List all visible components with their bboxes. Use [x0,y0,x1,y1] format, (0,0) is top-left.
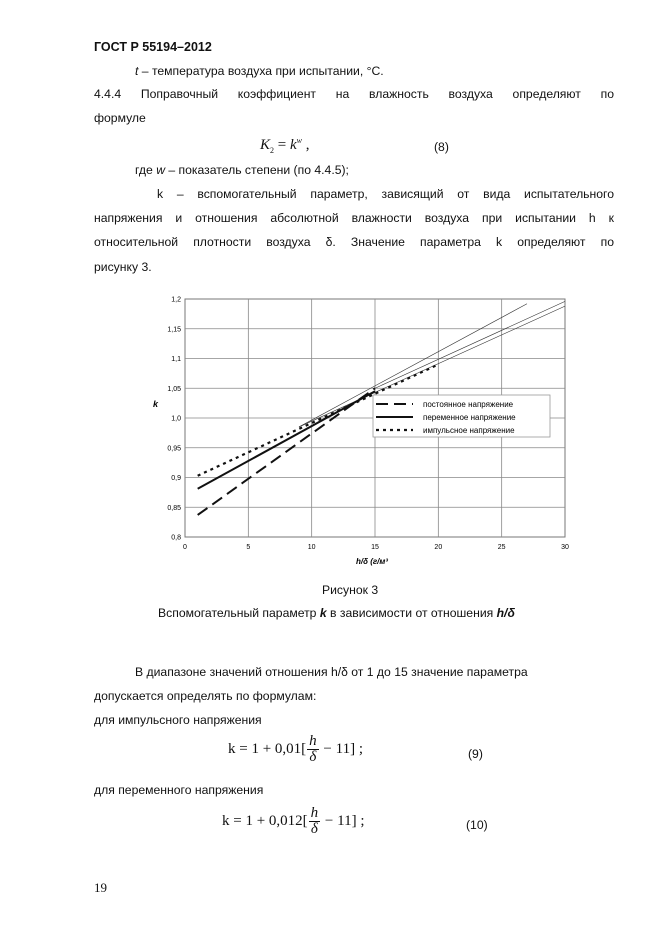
k-line1: k – вспомогательный параметр, зависящий от вида испытательного [157,187,614,201]
figure-caption-mid: в зависимости от отношения [326,606,497,620]
legend-label: переменное напряжение [423,413,516,422]
formula-10-rest: − 11] ; [321,812,365,829]
x-tick-label: 20 [434,544,443,551]
formula-10 [222,806,365,837]
figure-title: Рисунок 3 [322,583,379,597]
chart-xlabel: h/δ (г/м³ [356,557,388,566]
formula-9-number: (9) [468,747,483,761]
formula-8-number: (8) [434,140,449,154]
t-variable: t [135,64,139,78]
formula-9-num: h [309,733,317,749]
t-description: – температура воздуха при испытании, °С. [138,64,384,78]
y-tick-label: 1,1 [171,356,181,363]
formula-9-rest: − 11] ; [319,740,363,757]
k-line4: рисунку 3. [94,260,152,274]
x-tick-label: 5 [246,544,251,551]
y-tick-label: 0,8 [171,534,181,542]
x-tick-label: 15 [371,544,379,551]
formula-8-lhs: K [260,137,271,153]
y-tick-label: 1,05 [167,385,181,393]
formula-10-number: (10) [466,818,488,832]
x-tick-label: 25 [497,544,506,551]
where-w-var: w [156,163,165,177]
y-tick-label: 1,2 [171,296,181,304]
standard-header: ГОСТ Р 55194–2012 [94,40,212,54]
chart-ylabel: k [153,399,159,409]
legend-label: импульсное напряжение [423,426,515,435]
formula-10-fraction [309,806,321,837]
formula-9 [228,734,363,765]
k-line2: напряжения и отношения абсолютной влажности воздуха при испытании h к [94,211,614,225]
y-tick-label: 1,15 [167,326,181,334]
formula-8-sub: 2 [270,146,275,155]
paragraph-444-line2: формуле [94,111,146,125]
formula-8-eq: = [274,137,290,153]
y-tick-label: 1,0 [171,415,181,423]
chart-legend [373,395,550,437]
y-tick-label: 0,95 [167,445,181,453]
figure-caption [158,605,515,621]
ac-label: для переменного напряжения [94,783,264,797]
formula-10-num: h [310,805,319,821]
where-w-post: – показатель степени (по 4.4.5); [165,163,349,177]
formula-8-base: k [289,137,297,153]
x-tick-label: 10 [307,544,316,551]
formula-9-den: δ [309,749,317,765]
y-tick-label: 0,85 [167,504,181,512]
formula-8-exp: w [296,136,302,145]
range-line1: В диапазоне значений отношения h/δ от 1 до 15 значение параметра [135,665,528,679]
impulse-label: для импульсного напряжения [94,713,262,727]
x-tick-label: 0 [183,544,187,551]
paragraph-444-line1: 4.4.4 Поправочный коэффициент на влажность воздуха определяют по [94,87,614,101]
formula-9-lhs: k = 1 + 0,01[ [228,740,307,757]
where-w-pre: где [135,163,157,177]
formula-10-den: δ [310,821,318,837]
formula-10-lhs: k = 1 + 0,012[ [222,812,308,829]
k-line3: относительной плотности воздуха δ. Значение параметра k определяют по [94,235,614,249]
legend-label: постоянное напряжение [423,400,514,409]
x-tick-label: 30 [561,544,569,551]
page-number: 19 [94,880,107,895]
y-tick-label: 0,9 [171,475,181,482]
formula-8-tail: , [302,137,310,153]
figure-caption-k: k [319,606,327,620]
formula-9-fraction [307,734,319,765]
figure-caption-pre: Вспомогательный параметр [158,606,320,620]
figure-caption-ratio: h/δ [496,606,515,620]
range-line2: допускается определять по формулам: [94,689,317,703]
